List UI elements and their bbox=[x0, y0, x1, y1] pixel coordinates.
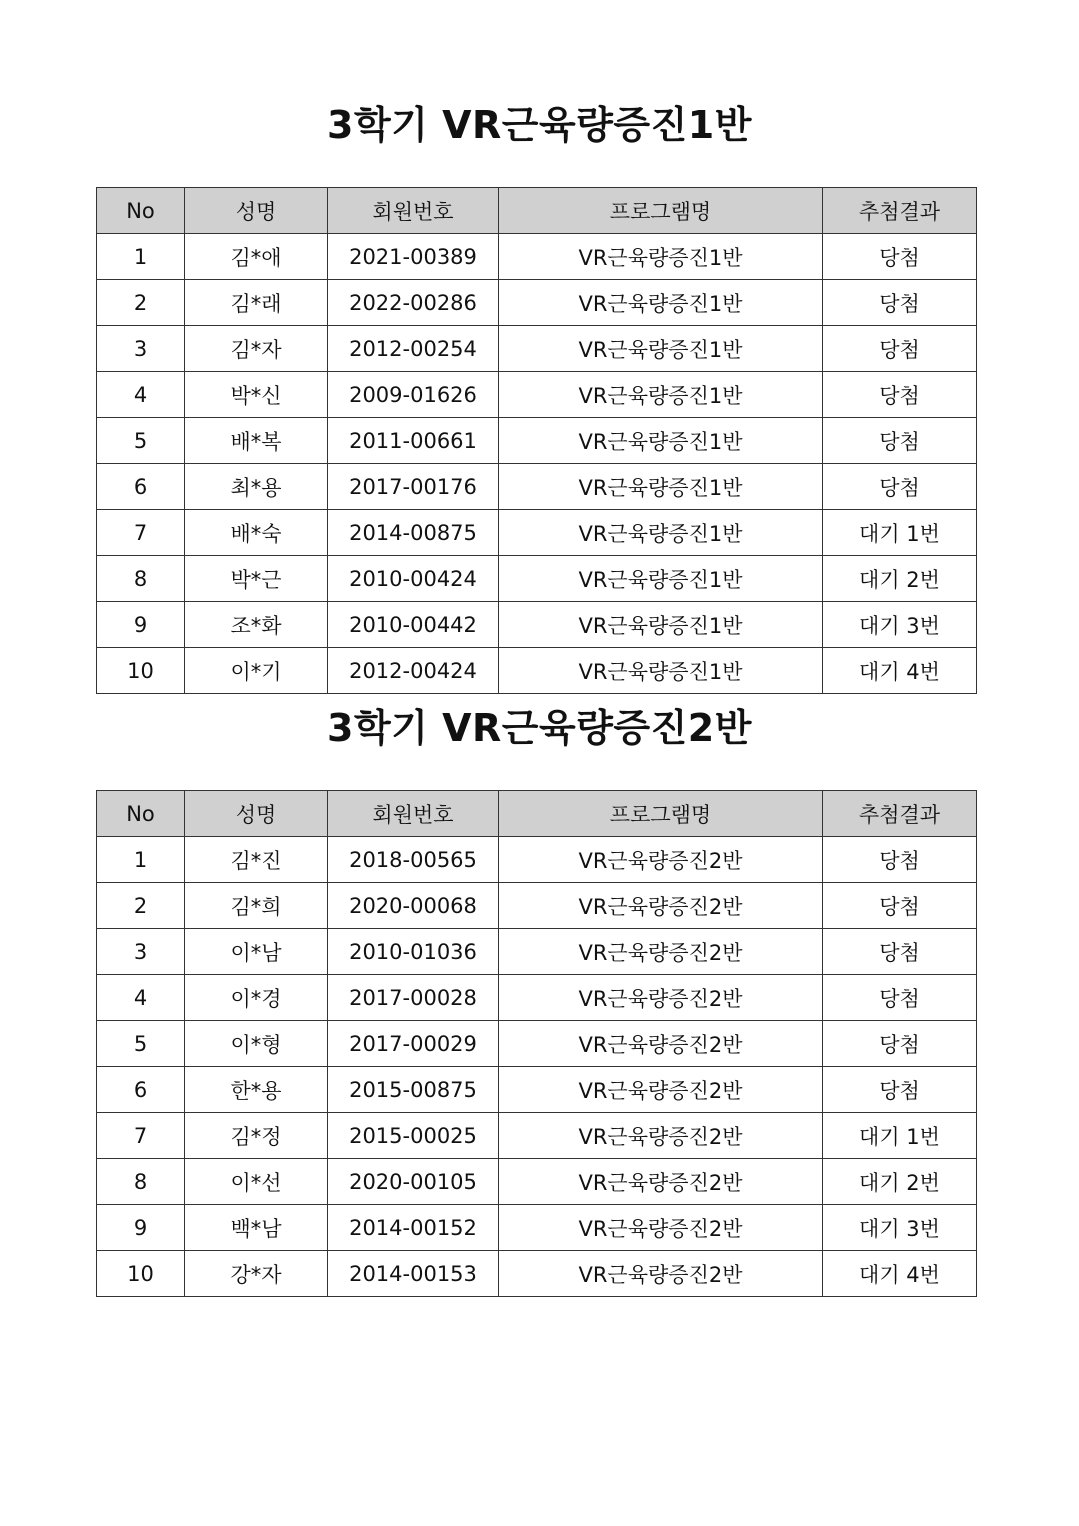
section-title-class-1: 3학기 VR근육량증진1반 bbox=[327, 103, 752, 147]
cell-no: 8 bbox=[97, 556, 185, 602]
table-row bbox=[97, 1067, 977, 1113]
cell-no: 7 bbox=[97, 510, 185, 556]
cell-program: VR근육량증진1반 bbox=[499, 280, 823, 326]
cell-no: 3 bbox=[97, 326, 185, 372]
table-row bbox=[97, 234, 977, 280]
cell-no: 5 bbox=[97, 1021, 185, 1067]
table-row bbox=[97, 929, 977, 975]
cell-member-id: 2012-00254 bbox=[328, 326, 499, 372]
cell-program: VR근육량증진2반 bbox=[499, 1067, 823, 1113]
table-row bbox=[97, 883, 977, 929]
cell-result: 당첨 bbox=[823, 883, 977, 929]
cell-name: 김*희 bbox=[185, 883, 328, 929]
cell-name: 이*형 bbox=[185, 1021, 328, 1067]
cell-program: VR근육량증진2반 bbox=[499, 1159, 823, 1205]
cell-name: 강*자 bbox=[185, 1251, 328, 1297]
cell-program: VR근육량증진2반 bbox=[499, 975, 823, 1021]
cell-member-id: 2017-00029 bbox=[328, 1021, 499, 1067]
header-program: 프로그램명 bbox=[499, 188, 823, 234]
cell-member-id: 2014-00153 bbox=[328, 1251, 499, 1297]
cell-no: 9 bbox=[97, 602, 185, 648]
cell-result: 당첨 bbox=[823, 975, 977, 1021]
cell-name: 김*진 bbox=[185, 837, 328, 883]
cell-name: 조*화 bbox=[185, 602, 328, 648]
cell-member-id: 2011-00661 bbox=[328, 418, 499, 464]
cell-no: 10 bbox=[97, 648, 185, 694]
cell-name: 김*정 bbox=[185, 1113, 328, 1159]
cell-member-id: 2020-00068 bbox=[328, 883, 499, 929]
cell-result: 대기 3번 bbox=[823, 1205, 977, 1251]
cell-no: 9 bbox=[97, 1205, 185, 1251]
cell-name: 이*선 bbox=[185, 1159, 328, 1205]
cell-name: 박*신 bbox=[185, 372, 328, 418]
table-row bbox=[97, 1021, 977, 1067]
cell-member-id: 2017-00028 bbox=[328, 975, 499, 1021]
cell-program: VR근육량증진1반 bbox=[499, 556, 823, 602]
cell-program: VR근육량증진1반 bbox=[499, 326, 823, 372]
cell-name: 이*경 bbox=[185, 975, 328, 1021]
header-program: 프로그램명 bbox=[499, 791, 823, 837]
cell-no: 10 bbox=[97, 1251, 185, 1297]
header-name: 성명 bbox=[185, 791, 328, 837]
cell-member-id: 2014-00152 bbox=[328, 1205, 499, 1251]
cell-name: 박*근 bbox=[185, 556, 328, 602]
cell-program: VR근육량증진2반 bbox=[499, 837, 823, 883]
cell-name: 배*숙 bbox=[185, 510, 328, 556]
cell-no: 4 bbox=[97, 975, 185, 1021]
cell-result: 당첨 bbox=[823, 1067, 977, 1113]
cell-result: 대기 2번 bbox=[823, 1159, 977, 1205]
cell-result: 당첨 bbox=[823, 372, 977, 418]
cell-program: VR근육량증진2반 bbox=[499, 883, 823, 929]
section-title-class-2: 3학기 VR근육량증진2반 bbox=[327, 706, 752, 750]
cell-member-id: 2015-00875 bbox=[328, 1067, 499, 1113]
table-row bbox=[97, 510, 977, 556]
cell-member-id: 2012-00424 bbox=[328, 648, 499, 694]
table-row bbox=[97, 975, 977, 1021]
cell-program: VR근육량증진1반 bbox=[499, 464, 823, 510]
header-row bbox=[97, 188, 977, 234]
table-row bbox=[97, 1251, 977, 1297]
cell-member-id: 2010-01036 bbox=[328, 929, 499, 975]
cell-program: VR근육량증진1반 bbox=[499, 510, 823, 556]
cell-result: 당첨 bbox=[823, 1021, 977, 1067]
cell-program: VR근육량증진1반 bbox=[499, 234, 823, 280]
cell-program: VR근육량증진1반 bbox=[499, 648, 823, 694]
table-header bbox=[97, 188, 977, 234]
cell-no: 4 bbox=[97, 372, 185, 418]
lottery-table-class-2 bbox=[96, 790, 977, 1297]
header-name: 성명 bbox=[185, 188, 328, 234]
cell-name: 한*용 bbox=[185, 1067, 328, 1113]
table-row bbox=[97, 326, 977, 372]
cell-result: 당첨 bbox=[823, 326, 977, 372]
cell-member-id: 2018-00565 bbox=[328, 837, 499, 883]
cell-result: 대기 1번 bbox=[823, 1113, 977, 1159]
table-row bbox=[97, 1159, 977, 1205]
table-row bbox=[97, 1113, 977, 1159]
cell-no: 6 bbox=[97, 1067, 185, 1113]
header-result: 추첨결과 bbox=[823, 791, 977, 837]
cell-result: 당첨 bbox=[823, 234, 977, 280]
cell-member-id: 2022-00286 bbox=[328, 280, 499, 326]
cell-result: 대기 4번 bbox=[823, 648, 977, 694]
cell-no: 2 bbox=[97, 883, 185, 929]
table-row bbox=[97, 1205, 977, 1251]
cell-program: VR근육량증진2반 bbox=[499, 1205, 823, 1251]
cell-result: 당첨 bbox=[823, 280, 977, 326]
cell-name: 이*기 bbox=[185, 648, 328, 694]
header-member-id: 회원번호 bbox=[328, 188, 499, 234]
table-row bbox=[97, 837, 977, 883]
cell-program: VR근육량증진2반 bbox=[499, 1021, 823, 1067]
cell-member-id: 2015-00025 bbox=[328, 1113, 499, 1159]
cell-result: 대기 1번 bbox=[823, 510, 977, 556]
cell-result: 대기 4번 bbox=[823, 1251, 977, 1297]
cell-member-id: 2009-01626 bbox=[328, 372, 499, 418]
table-row bbox=[97, 418, 977, 464]
cell-no: 6 bbox=[97, 464, 185, 510]
cell-program: VR근육량증진1반 bbox=[499, 602, 823, 648]
cell-name: 김*자 bbox=[185, 326, 328, 372]
header-row bbox=[97, 791, 977, 837]
cell-result: 당첨 bbox=[823, 837, 977, 883]
cell-name: 백*남 bbox=[185, 1205, 328, 1251]
lottery-table-class-1 bbox=[96, 187, 977, 694]
cell-name: 배*복 bbox=[185, 418, 328, 464]
header-no: No bbox=[97, 791, 185, 837]
cell-result: 대기 2번 bbox=[823, 556, 977, 602]
cell-program: VR근육량증진1반 bbox=[499, 372, 823, 418]
table-body bbox=[97, 234, 977, 694]
cell-name: 최*용 bbox=[185, 464, 328, 510]
header-no: No bbox=[97, 188, 185, 234]
cell-program: VR근육량증진2반 bbox=[499, 1251, 823, 1297]
header-member-id: 회원번호 bbox=[328, 791, 499, 837]
cell-program: VR근육량증진2반 bbox=[499, 929, 823, 975]
cell-no: 7 bbox=[97, 1113, 185, 1159]
cell-member-id: 2010-00424 bbox=[328, 556, 499, 602]
table-row bbox=[97, 602, 977, 648]
cell-no: 2 bbox=[97, 280, 185, 326]
table-row bbox=[97, 464, 977, 510]
table-row bbox=[97, 556, 977, 602]
cell-member-id: 2014-00875 bbox=[328, 510, 499, 556]
table-header bbox=[97, 791, 977, 837]
cell-name: 김*애 bbox=[185, 234, 328, 280]
table-row bbox=[97, 280, 977, 326]
cell-no: 5 bbox=[97, 418, 185, 464]
header-result: 추첨결과 bbox=[823, 188, 977, 234]
cell-name: 이*남 bbox=[185, 929, 328, 975]
cell-member-id: 2017-00176 bbox=[328, 464, 499, 510]
cell-no: 8 bbox=[97, 1159, 185, 1205]
cell-no: 1 bbox=[97, 837, 185, 883]
cell-result: 당첨 bbox=[823, 929, 977, 975]
cell-result: 당첨 bbox=[823, 464, 977, 510]
cell-no: 1 bbox=[97, 234, 185, 280]
cell-program: VR근육량증진2반 bbox=[499, 1113, 823, 1159]
cell-member-id: 2021-00389 bbox=[328, 234, 499, 280]
table-row bbox=[97, 648, 977, 694]
cell-result: 대기 3번 bbox=[823, 602, 977, 648]
cell-no: 3 bbox=[97, 929, 185, 975]
cell-member-id: 2020-00105 bbox=[328, 1159, 499, 1205]
table-body bbox=[97, 837, 977, 1297]
table-row bbox=[97, 372, 977, 418]
cell-result: 당첨 bbox=[823, 418, 977, 464]
cell-member-id: 2010-00442 bbox=[328, 602, 499, 648]
cell-name: 김*래 bbox=[185, 280, 328, 326]
cell-program: VR근육량증진1반 bbox=[499, 418, 823, 464]
